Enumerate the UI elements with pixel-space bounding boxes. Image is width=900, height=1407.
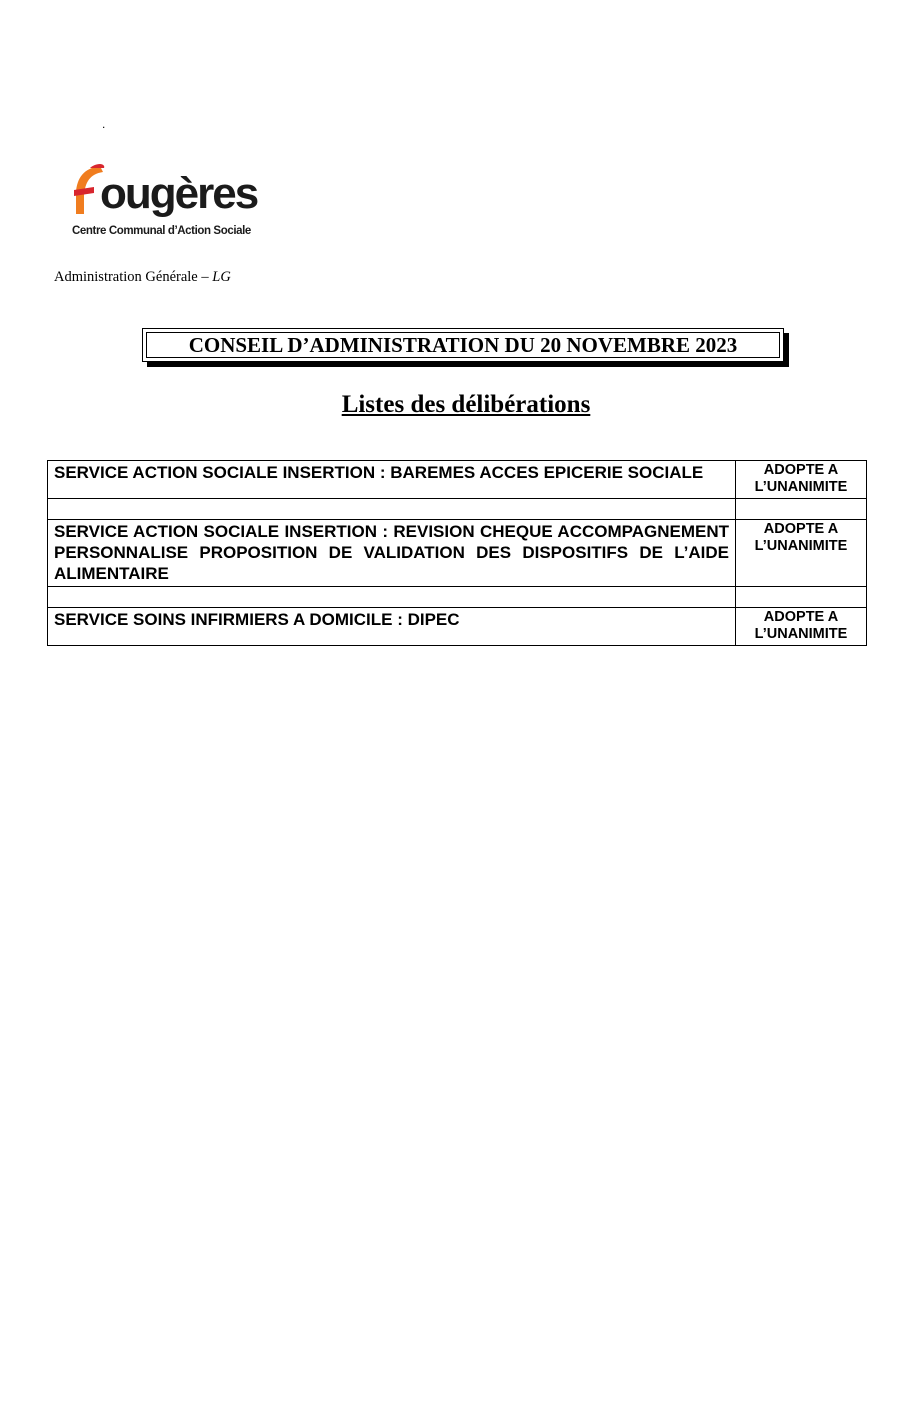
department-line — [54, 268, 231, 286]
result-line: ADOPTE A — [763, 521, 839, 537]
spacer-row — [48, 499, 867, 520]
title-frame — [142, 328, 784, 362]
result-line: ADOPTE A — [763, 462, 839, 478]
department-label: Administration Générale – — [54, 269, 213, 285]
empty-cell — [48, 499, 736, 520]
page-title: CONSEIL D’ADMINISTRATION DU 20 NOVEMBRE 2023 — [146, 332, 780, 358]
table-row — [48, 520, 867, 587]
result-line: L’UNANIMITE — [754, 538, 848, 554]
stray-dot: . — [102, 117, 106, 131]
result-line: L’UNANIMITE — [754, 626, 848, 642]
table-row — [48, 608, 867, 646]
logo-wordmark: ougères — [100, 169, 258, 218]
logo-subtitle: Centre Communal d’Action Sociale — [72, 225, 251, 237]
result-line: L’UNANIMITE — [754, 479, 848, 495]
author-initials: LG — [212, 269, 231, 285]
deliberation-result — [736, 520, 867, 587]
deliberation-subject: SERVICE ACTION SOCIALE INSERTION : BAREMES ACCES EPICERIE SOCIALE — [48, 461, 736, 499]
fougeres-ccas-logo — [70, 162, 270, 242]
empty-cell — [736, 499, 867, 520]
deliberations-table — [47, 460, 867, 646]
deliberation-result — [736, 608, 867, 646]
deliberation-subject: SERVICE ACTION SOCIALE INSERTION : REVISION CHEQUE ACCOMPAGNEMENT PERSONNALISE PROPOSITION DE VALIDATION DES DISPOSITIFS DE L’AIDE ALIMENTAIRE — [48, 520, 736, 587]
page-subtitle: Listes des délibérations — [341, 391, 591, 418]
result-line: ADOPTE A — [763, 609, 839, 625]
empty-cell — [48, 587, 736, 608]
deliberation-result — [736, 461, 867, 499]
spacer-row — [48, 587, 867, 608]
table-row — [48, 461, 867, 499]
empty-cell — [736, 587, 867, 608]
deliberation-subject: SERVICE SOINS INFIRMIERS A DOMICILE : DIPEC — [48, 608, 736, 646]
